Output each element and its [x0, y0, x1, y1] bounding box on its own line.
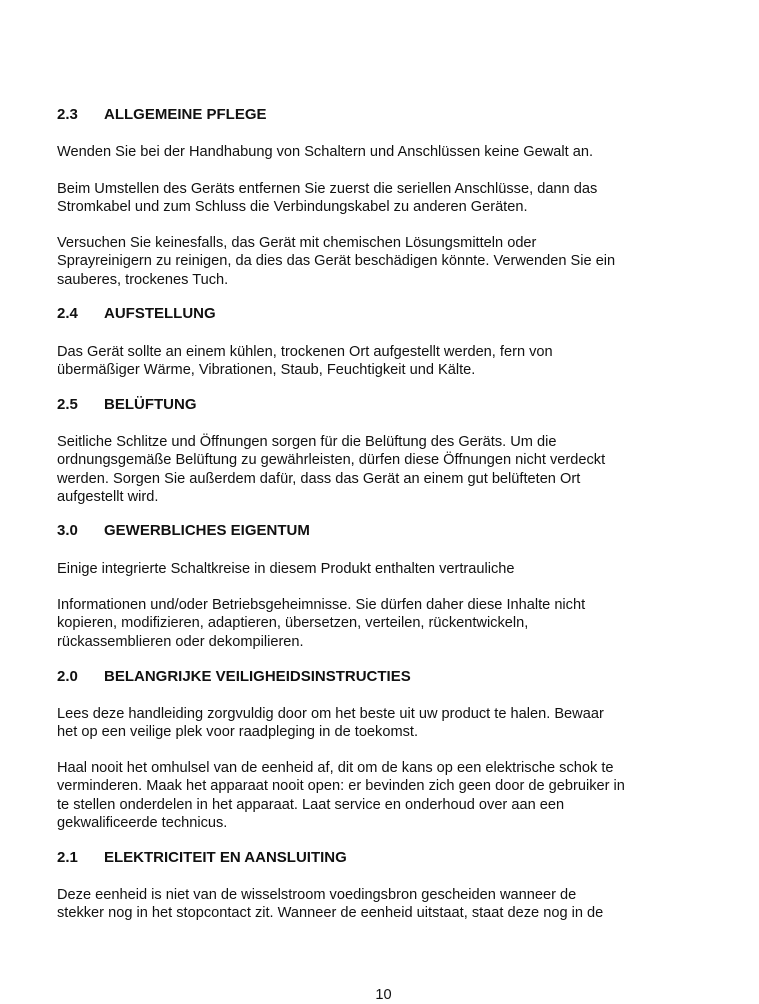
- text-line: rückassemblieren oder dekompilieren.: [57, 633, 304, 650]
- text-line: Wenden Sie bei der Handhabung von Schaltern und Anschlüssen keine Gewalt an.: [57, 144, 594, 160]
- paragraph: [57, 560, 717, 578]
- section-number: 2.0: [57, 668, 78, 685]
- text-line: Informationen und/oder Betriebsgeheimnisse. Sie dürfen daher diese Inhalte nicht: [57, 597, 586, 613]
- text-line: ordnungsgemäße Belüftung zu gewährleisten, dürfen diese Öffnungen nicht verdeckt: [57, 452, 606, 469]
- text-line: Deze eenheid is niet van de wisselstroom voedingsbron gescheiden wanneer de: [57, 887, 577, 903]
- text-line: Stromkabel und zum Schluss die Verbindungskabel zu anderen Geräten.: [57, 199, 528, 216]
- paragraph: [57, 886, 717, 923]
- section-heading: [57, 668, 411, 686]
- section-number: 2.4: [57, 305, 78, 322]
- paragraph: [57, 433, 717, 506]
- text-line: te stellen onderdelen in het apparaat. Laat service en onderhoud over aan een: [57, 796, 565, 813]
- text-line: het op een veilige plek voor raadpleging in de toekomst.: [57, 724, 419, 741]
- page-number: 10: [375, 987, 392, 1003]
- paragraph: [57, 759, 717, 832]
- text-line: Beim Umstellen des Geräts entfernen Sie zuerst die seriellen Anschlüsse, dann das: [57, 181, 598, 197]
- text-line: Das Gerät sollte an einem kühlen, trockenen Ort aufgestellt werden, fern von: [57, 344, 553, 360]
- paragraph: [57, 180, 717, 217]
- section-heading: [57, 305, 216, 323]
- text-line: verminderen. Maak het apparaat nooit open: er bevinden zich geen door de gebruiker in: [57, 778, 625, 795]
- section-title: ELEKTRICITEIT EN AANSLUITING: [104, 849, 347, 866]
- text-line: übermäßiger Wärme, Vibrationen, Staub, Feuchtigkeit und Kälte.: [57, 362, 476, 379]
- section-title: BELANGRIJKE VEILIGHEIDSINSTRUCTIES: [104, 668, 411, 685]
- section-number: 2.5: [57, 396, 78, 413]
- text-line: stekker nog in het stopcontact zit. Wanneer de eenheid uitstaat, staat deze nog in de: [57, 905, 604, 922]
- text-line: sauberes, trockenes Tuch.: [57, 271, 229, 288]
- section-heading: [57, 106, 267, 124]
- section-number: 3.0: [57, 522, 78, 539]
- text-line: Sprayreinigern zu reinigen, da dies das Gerät beschädigen könnte. Verwenden Sie ein: [57, 253, 616, 270]
- text-line: Einige integrierte Schaltkreise in diesem Produkt enthalten vertrauliche: [57, 561, 515, 577]
- section-heading: [57, 522, 310, 540]
- text-line: werden. Sorgen Sie außerdem dafür, dass das Gerät an einem gut belüfteten Ort: [57, 470, 581, 487]
- section-number: 2.1: [57, 849, 78, 866]
- paragraph: [57, 234, 717, 289]
- paragraph: [57, 596, 717, 651]
- text-line: gekwalificeerde technicus.: [57, 814, 228, 831]
- paragraph: [57, 143, 717, 161]
- section-title: BELÜFTUNG: [104, 396, 197, 413]
- text-line: kopieren, modifizieren, adaptieren, übersetzen, verteilen, rückentwickeln,: [57, 615, 529, 632]
- section-heading: [57, 849, 347, 867]
- text-line: aufgestellt wird.: [57, 488, 159, 505]
- text-line: Lees deze handleiding zorgvuldig door om het beste uit uw product te halen. Bewaar: [57, 706, 604, 722]
- section-title: GEWERBLICHES EIGENTUM: [104, 522, 310, 539]
- text-line: Seitliche Schlitze und Öffnungen sorgen für die Belüftung des Geräts. Um die: [57, 434, 557, 450]
- section-number: 2.3: [57, 106, 78, 123]
- text-line: Versuchen Sie keinesfalls, das Gerät mit chemischen Lösungsmitteln oder: [57, 235, 537, 251]
- paragraph: [57, 343, 717, 380]
- paragraph: [57, 705, 717, 742]
- section-heading: [57, 396, 197, 414]
- section-title: AUFSTELLUNG: [104, 305, 216, 322]
- text-line: Haal nooit het omhulsel van de eenheid af, dit om de kans op een elektrische schok te: [57, 760, 614, 776]
- section-title: ALLGEMEINE PFLEGE: [104, 106, 267, 123]
